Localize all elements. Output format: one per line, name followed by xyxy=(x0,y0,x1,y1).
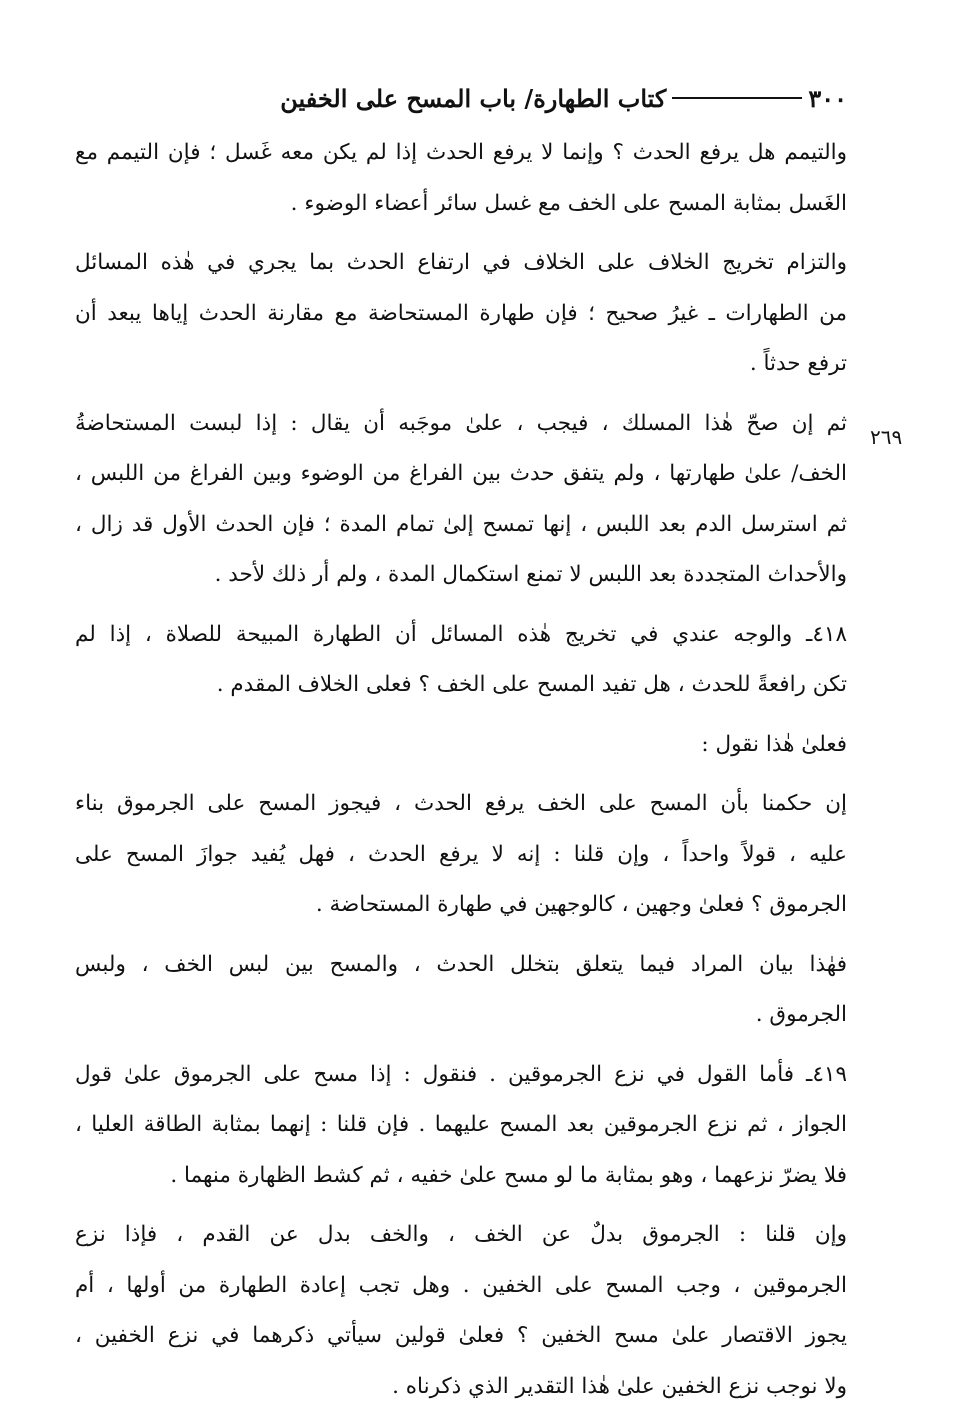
paragraph xyxy=(75,238,847,390)
text-line: فهٰذا بيان المراد فيما يتعلق بتخلل الحدث ، والمسح بين لبس الخف ، ولبس xyxy=(75,951,847,977)
paragraph xyxy=(75,1210,847,1412)
text-line: إن حكمنا بأن المسح على الخف يرفع الحدث ، فيجوز المسح على الجرموق بناء xyxy=(75,791,847,816)
text-line: ٤١٨ـ والوجه عندي في تخريج هٰذه المسائل أن الطهارة المبيحة للصلاة ، إذا لم xyxy=(75,621,847,647)
text-line: والتيمم هل يرفع الحدث ؟ وإنما لا يرفع الحدث إذا لم يكن معه غَسل ؛ فإن التيمم مع xyxy=(75,140,847,165)
paragraph xyxy=(75,779,847,931)
paragraph xyxy=(75,128,847,229)
text-line: ثم إن صحّ هٰذا المسلك ، فيجب ، علىٰ موجَبه أن يقال : إذا لبست المستحاضةُ xyxy=(75,410,847,436)
paragraph xyxy=(75,940,847,1041)
text-line: ٤١٩ـ فأما القول في نزع الجرموقين . فنقول : إذا مسح على الجرموق علىٰ قول xyxy=(75,1061,847,1087)
text-line: الجرموق . xyxy=(755,1002,847,1027)
text-line: ترفع حدثاً . xyxy=(749,351,847,376)
text-line: من الطهارات ـ غيرُ صحيح ؛ فإن طهارة المستحاضة مع مقارنة الحدث إياها يبعد أن xyxy=(75,300,847,326)
chapter-title: كتاب الطهارة/ باب المسح على الخفين xyxy=(280,83,667,113)
text-line: فعلىٰ هٰذا نقول : xyxy=(701,731,847,757)
running-header xyxy=(75,78,847,118)
text-line: والتزام تخريج الخلاف على الخلاف في ارتفاع الحدث بما يجري في هٰذه المسائل xyxy=(75,250,847,275)
header-rule xyxy=(672,97,802,99)
text-line: فلا يضرّ نزعهما ، وهو بمثابة ما لو مسح علىٰ خفيه ، ثم كشط الظهارة منهما . xyxy=(170,1162,847,1188)
text-line: الجواز ، ثم نزع الجرموقين بعد المسح عليهما . فإن قلنا : إنهما بمثابة الطاقة العليا ، xyxy=(75,1112,847,1137)
paragraph xyxy=(75,1050,847,1202)
text-line: يجوز الاقتصار علىٰ مسح الخفين ؟ فعلىٰ قولين سيأتي ذكرهما في نزع الخفين ، xyxy=(75,1323,847,1348)
paragraph xyxy=(75,399,847,601)
text-line: ثم استرسل الدم بعد اللبس ، إنها تمسح إلىٰ تمام المدة ؛ فإن الحدث الأول قد زال ، xyxy=(75,511,847,537)
body-text xyxy=(75,128,847,1421)
text-line: الخف/ علىٰ طهارتها ، ولم يتفق حدث بين الفراغ من الوضوء وبين الفراغ من اللبس ، xyxy=(75,461,847,486)
text-line: ولا نوجب نزع الخفين علىٰ هٰذا التقدير الذي ذكرناه . xyxy=(392,1373,847,1399)
paragraph xyxy=(75,720,847,771)
text-line: الجرموقين ، وجب المسح على الخفين . وهل تجب إعادة الطهارة من أولها ، أم xyxy=(75,1272,847,1298)
paragraph xyxy=(75,610,847,711)
margin-page-reference: ٢٦٩ xyxy=(870,425,903,449)
page-number: ٣٠٠ xyxy=(808,83,847,113)
text-line: عليه ، قولاً واحداً ، وإن قلنا : إنه لا يرفع الحدث ، فهل يُفيد جوازَ المسح على xyxy=(75,841,847,867)
text-line: الجرموق ؟ فعلىٰ وجهين ، كالوجهين في طهارة المستحاضة . xyxy=(315,892,847,917)
text-line: الغَسل بمثابة المسح على الخف مع غسل سائر أعضاء الوضوء . xyxy=(290,190,847,216)
text-line: والأحداث المتجددة بعد اللبس لا تمنع استكمال المدة ، ولم أر ذلك لأحد . xyxy=(214,562,847,587)
text-line: تكن رافعةً للحدث ، هل تفيد المسح على الخف ؟ فعلى الخلاف المقدم . xyxy=(216,672,847,697)
text-line: وإن قلنا : الجرموق بدلٌ عن الخف ، والخف بدل عن القدم ، فإذا نزع xyxy=(75,1222,847,1247)
